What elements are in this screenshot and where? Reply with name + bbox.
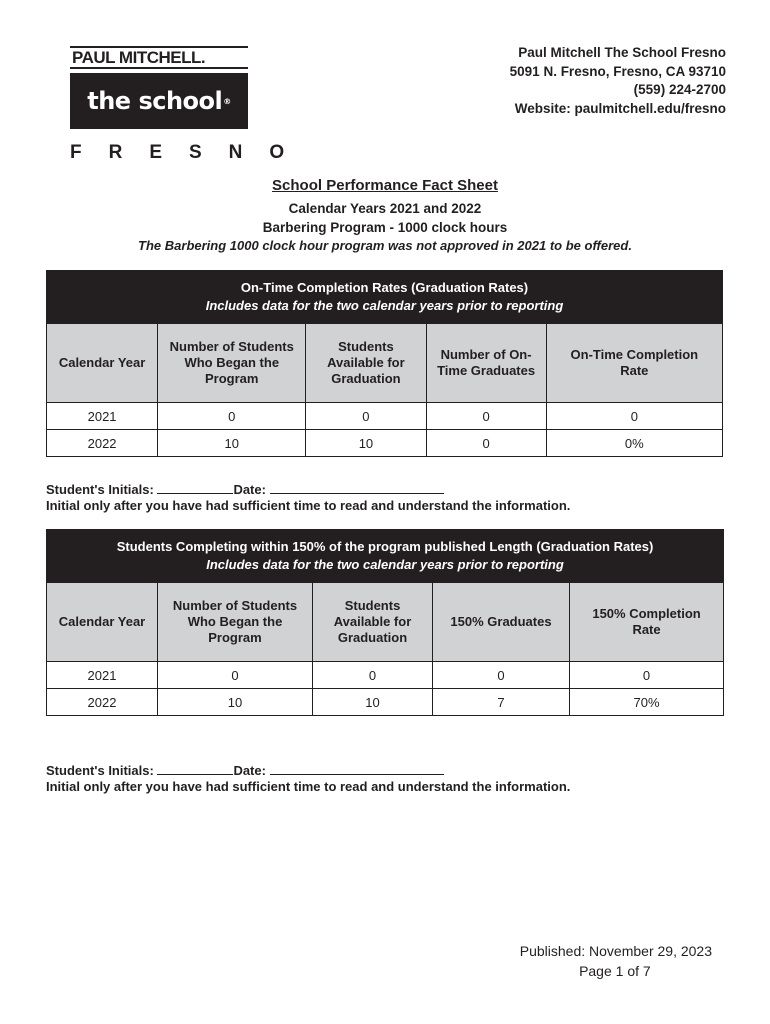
- column-header: Number of Students Who Began the Program: [158, 583, 313, 662]
- school-phone: (559) 224-2700: [633, 82, 726, 97]
- table-cell: 2021: [47, 662, 158, 689]
- column-header: Students Available for Graduation: [313, 583, 433, 662]
- column-header: Number of Students Who Began the Program: [158, 324, 306, 403]
- initials-field[interactable]: [157, 481, 233, 494]
- logo-city-text: FRESNO: [70, 142, 312, 163]
- school-name: Paul Mitchell The School Fresno: [518, 45, 726, 60]
- table-cell: 70%: [570, 689, 724, 716]
- table-cell: 2022: [47, 689, 158, 716]
- table-row: [47, 689, 724, 716]
- table-heading-row: [47, 530, 724, 583]
- initials-field[interactable]: [157, 762, 233, 775]
- page-number: Page 1 of 7: [579, 963, 651, 979]
- logo-registered-mark: ®: [223, 96, 231, 106]
- table-cell: 7: [433, 689, 570, 716]
- column-header: Students Available for Graduation: [306, 324, 426, 403]
- column-header: Number of On-Time Graduates: [426, 324, 546, 403]
- initials-label: Student's Initials:: [46, 482, 158, 497]
- column-header: 150% Completion Rate: [570, 583, 724, 662]
- table-cell: 2022: [47, 430, 158, 457]
- initials-line: [46, 762, 570, 779]
- table-cell: 10: [158, 430, 306, 457]
- table-cell: 0: [426, 403, 546, 430]
- date-field[interactable]: [270, 762, 444, 775]
- logo-school-text: the school: [87, 87, 223, 115]
- document-title: School Performance Fact Sheet: [272, 177, 498, 194]
- publication-footer: [520, 941, 712, 981]
- date-label: Date:: [233, 763, 270, 778]
- initials-section: [46, 762, 570, 795]
- initials-label: Student's Initials:: [46, 763, 158, 778]
- table-heading-row: [47, 271, 723, 324]
- initials-line: [46, 481, 570, 498]
- table-cell: 0: [306, 403, 426, 430]
- table-cell: 0: [546, 403, 722, 430]
- document-title-block: [0, 176, 770, 255]
- date-field[interactable]: [270, 481, 444, 494]
- table-subtitle: Includes data for the two calendar years prior to reporting: [206, 557, 564, 572]
- school-logo: [70, 46, 312, 163]
- date-label: Date:: [233, 482, 270, 497]
- on-time-completion-table: [46, 270, 723, 457]
- table-cell: 10: [158, 689, 313, 716]
- column-header: On-Time Completion Rate: [546, 324, 722, 403]
- initials-instruction: Initial only after you have had sufficient time to read and understand the information.: [46, 779, 571, 794]
- table-subtitle: Includes data for the two calendar years prior to reporting: [205, 298, 564, 313]
- table-cell: 0: [570, 662, 724, 689]
- school-address-block: [510, 44, 726, 118]
- school-website: Website: paulmitchell.edu/fresno: [514, 100, 726, 116]
- published-date: Published: November 29, 2023: [519, 943, 712, 959]
- column-header-row: [47, 324, 723, 403]
- table-cell: 2021: [47, 403, 158, 430]
- table-cell: 0: [426, 430, 546, 457]
- table-title: On-Time Completion Rates (Graduation Rates): [240, 280, 529, 295]
- table-row: [47, 430, 723, 457]
- logo-school-box: [70, 73, 248, 129]
- table-heading: [47, 271, 723, 324]
- table-cell: 0: [313, 662, 433, 689]
- table-cell: 0: [158, 403, 306, 430]
- table-row: [47, 403, 723, 430]
- table-row: [47, 662, 724, 689]
- column-header-row: [47, 583, 724, 662]
- table-cell: 0: [433, 662, 570, 689]
- initials-instruction: Initial only after you have had sufficient time to read and understand the information.: [46, 498, 571, 513]
- column-header: 150% Graduates: [433, 583, 570, 662]
- initials-section: [46, 481, 570, 514]
- table-cell: 0: [158, 662, 313, 689]
- table-cell: 10: [306, 430, 426, 457]
- table-cell: 0%: [546, 430, 722, 457]
- column-header: Calendar Year: [47, 583, 158, 662]
- program-note: The Barbering 1000 clock hour program was not approved in 2021 to be offered.: [138, 238, 632, 253]
- table-heading: [47, 530, 724, 583]
- completion-150-table: [46, 529, 724, 716]
- table-title: Students Completing within 150% of the program published Length (Graduation Rates): [116, 539, 654, 554]
- program-name: Barbering Program - 1000 clock hours: [262, 220, 508, 235]
- logo-brand-text: PAUL MITCHELL.: [70, 46, 248, 69]
- school-street: 5091 N. Fresno, Fresno, CA 93710: [509, 63, 726, 79]
- column-header: Calendar Year: [47, 324, 158, 403]
- calendar-years: Calendar Years 2021 and 2022: [288, 201, 482, 216]
- table-cell: 10: [313, 689, 433, 716]
